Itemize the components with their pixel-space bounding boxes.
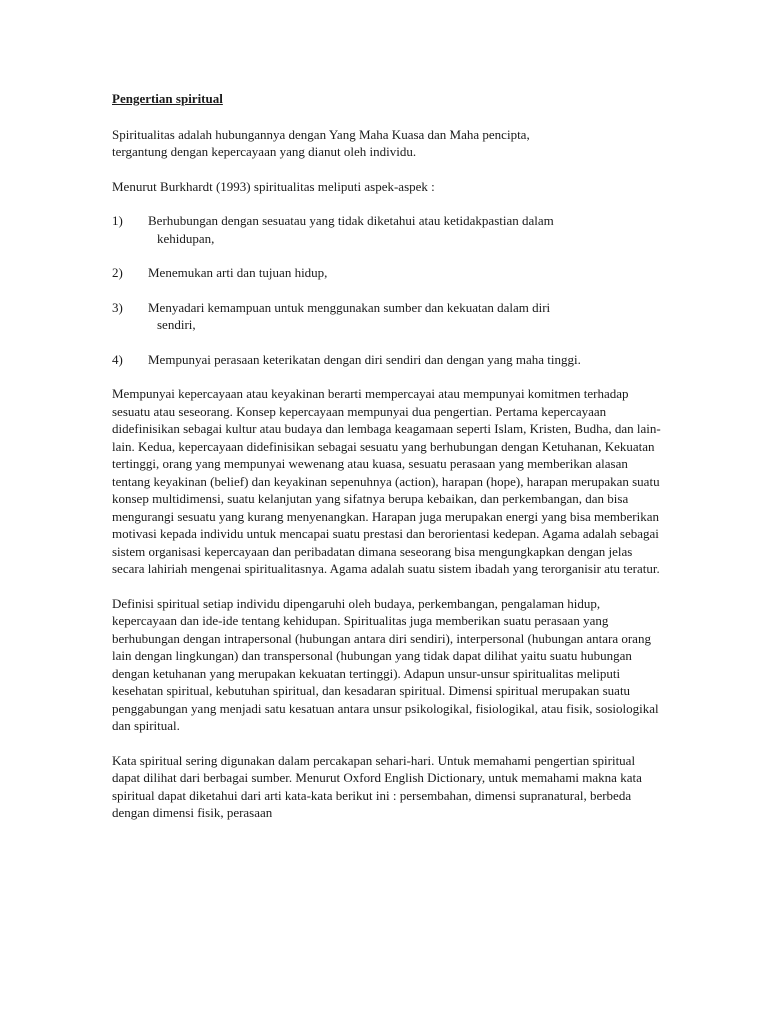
list-line: Menyadari kemampuan untuk menggunakan sumber dan kekuatan dalam diri <box>148 299 551 315</box>
list-number: 2) <box>112 265 123 280</box>
intro-line-1: Spiritualitas adalah hubungannya dengan Yang Maha Kuasa dan Maha pencipta, <box>112 126 530 142</box>
document-title: Pengertian spiritual <box>112 91 223 106</box>
list-number: 3) <box>112 299 123 315</box>
list-item-2 <box>112 264 664 282</box>
intro-line-2: tergantung dengan kepercayaan yang dianut oleh individu. <box>112 144 417 159</box>
document-body <box>112 90 664 839</box>
list-number: 4) <box>112 351 123 367</box>
list-text <box>148 351 664 369</box>
list-text <box>148 264 664 282</box>
list-line: Menemukan arti dan tujuan hidup, <box>148 265 328 280</box>
list-line-continued: sendiri, <box>157 317 196 332</box>
list-number: 1) <box>112 213 123 228</box>
list-line: Berhubungan dengan sesuatau yang tidak diketahui atau ketidakpastian dalam <box>148 213 554 228</box>
intro-paragraph <box>112 126 664 161</box>
burkhardt-paragraph: Menurut Burkhardt (1993) spiritualitas meliputi aspek-aspek : <box>112 178 435 194</box>
list-item-1 <box>112 212 664 247</box>
list-item-3 <box>112 299 664 334</box>
list-text <box>148 212 664 247</box>
body-paragraph-1: Mempunyai kepercayaan atau keyakinan berarti mempercayai atau mempunyai komitmen terhadap sesuatu atau seseorang. Konsep kepercayaan mempunyai dua pengertian. Pertama kepercayaan didefinisikan sebagai kultur atau budaya dan lembaga keagamaan seperti Islam, Kristen, Budha, dan lain-lain. Kedua, kepercayaan didefinisikan sebagai sesuatu yang berhubungan dengan Ketuhanan, Kekuatan tertinggi, orang yang mempunyai wewenang atau kuasa, sesuatu perasaan yang memberikan alasan tentang keyakinan (belief) dan keyakinan sepenuhnya (action), harapan (hope), harapan merupakan suatu konsep multidimensi, suatu kelanjutan yang sifatnya berupa kebaikan, dan perkembangan, dan bisa mengurangi sesuatu yang kurang menyenangkan. Harapan juga merupakan energi yang bisa memberikan motivasi kepada individu untuk mencapai suatu prestasi dan berorientasi kedepan. Agama adalah sebagai sistem organisasi kepercayaan dan peribadatan dimana seseorang bisa mengungkapkan dengan jelas secara lahiriah mengenai spiritualitasnya. Agama adalah suatu sistem ibadah yang terorganisir atu teratur. <box>112 386 661 576</box>
list-item-4 <box>112 351 664 369</box>
list-line-continued: kehidupan, <box>157 230 215 246</box>
body-paragraph-2: Definisi spiritual setiap individu dipengaruhi oleh budaya, perkembangan, pengalaman hidup, kepercayaan dan ide-ide tentang kehidupan. Spiritualitas juga memberikan suatu perasaan yang berhubungan dengan intrapersonal (hubungan antara diri sendiri), interpersonal (hubungan antara orang lain dengan lingkungan) dan transpersonal (hubungan yang tidak dapat dilihat yaitu suatu hubungan dengan ketuhanan yang merupakan kekuatan tertinggi). Adapun unsur-unsur spiritualitas meliputi kesehatan spiritual, kebutuhan spiritual, dan kesadaran spiritual. Dimensi spiritual merupakan suatu penggabungan yang menjadi satu kesatuan antara unsur psikologikal, fisiologikal, atau fisik, sosiologikal dan spiritual. <box>112 595 659 733</box>
body-paragraph-3: Kata spiritual sering digunakan dalam percakapan sehari-hari. Untuk memahami pengertian spiritual dapat dilihat dari berbagai sumber. Menurut Oxford English Dictionary, untuk memahami makna kata spiritual dapat diketahui dari arti kata-kata berikut ini : persembahan, dimensi supranatural, berbeda dengan dimensi fisik, perasaan <box>112 752 642 820</box>
list-text <box>148 299 664 334</box>
list-line: Mempunyai perasaan keterikatan dengan diri sendiri dan dengan yang maha tinggi. <box>148 351 581 367</box>
